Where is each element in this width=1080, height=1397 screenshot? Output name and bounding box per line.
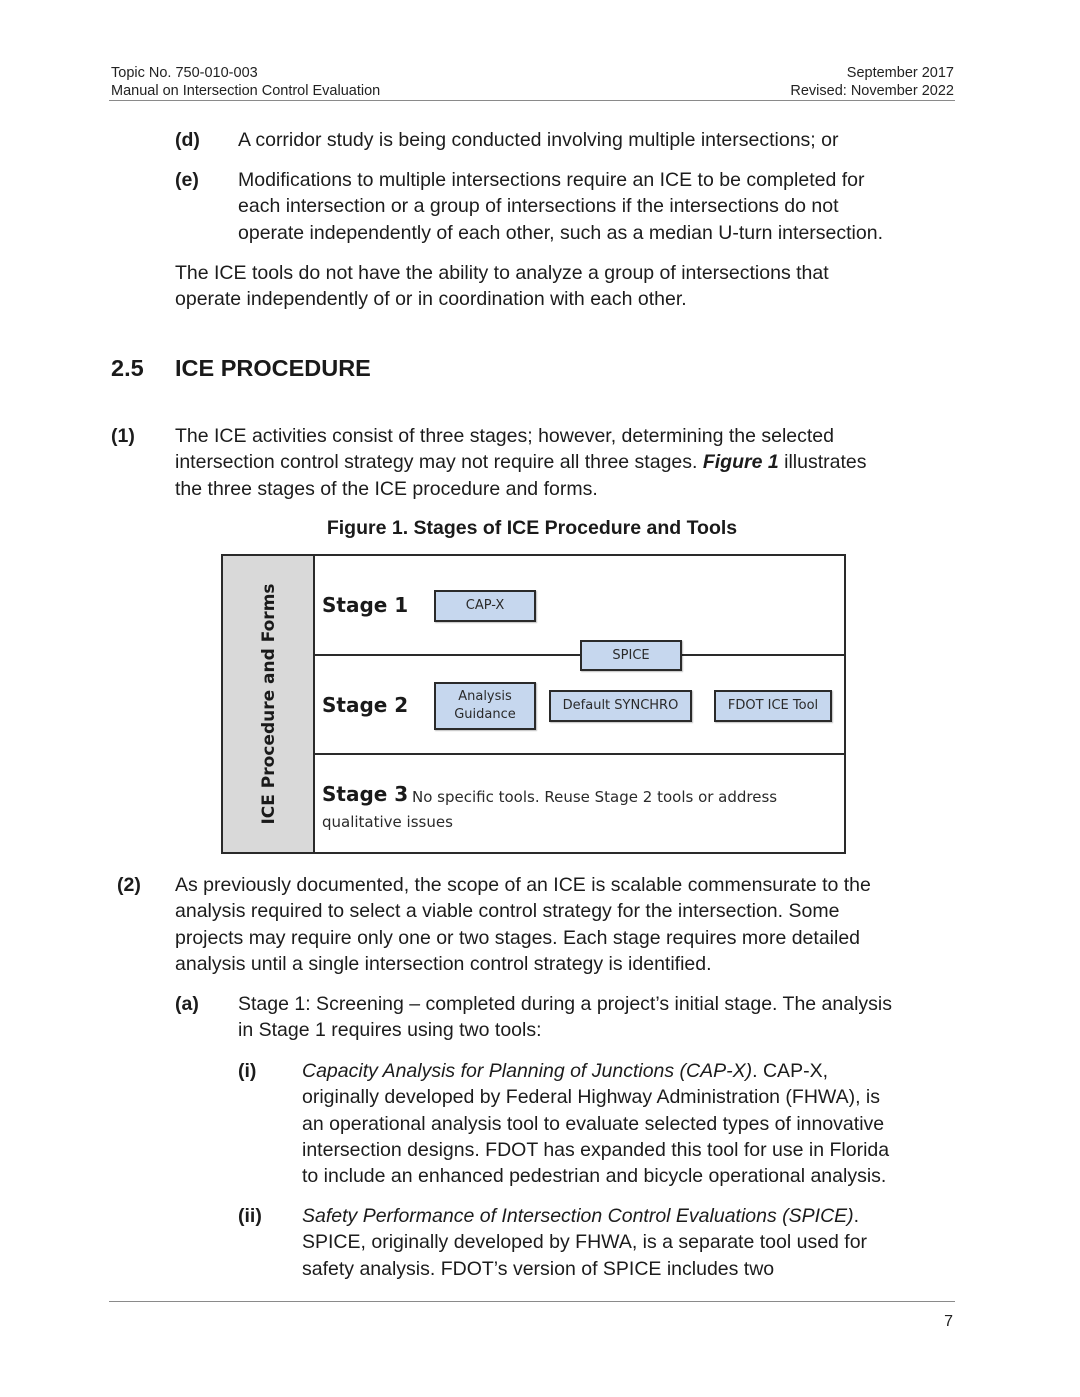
header-divider bbox=[109, 100, 955, 101]
list-label-i: (i) bbox=[238, 1060, 257, 1082]
text-line: operate independently of each other, such as a median U-turn intersection. bbox=[238, 221, 883, 244]
figure-side-panel bbox=[223, 556, 315, 852]
page-number: 7 bbox=[944, 1313, 953, 1330]
tool-name-italic: Safety Performance of Intersection Control Evaluations (SPICE) bbox=[302, 1205, 854, 1227]
text-line: projects may require only one or two stages. Each stage requires more detailed bbox=[175, 926, 861, 949]
text-span: intersection control strategy may not require all three stages. bbox=[175, 451, 703, 474]
text-line: SPICE, originally developed by FHWA, is a separate tool used for bbox=[302, 1231, 868, 1254]
text-line: Guidance bbox=[454, 707, 516, 722]
tool-name-italic: Capacity Analysis for Planning of Junctions (CAP-X) bbox=[302, 1060, 753, 1082]
figure-reference[interactable]: Figure 1 bbox=[702, 451, 779, 474]
figure-caption: Figure 1. Stages of ICE Procedure and Tools bbox=[326, 517, 738, 539]
text-line: The ICE tools do not have the ability to analyze a group of intersections that bbox=[175, 262, 829, 284]
para-label-2: (2) bbox=[117, 874, 141, 896]
issue-date: September 2017 bbox=[846, 65, 954, 81]
text-line: analysis until a single intersection control strategy is identified. bbox=[175, 952, 712, 975]
text-line: Modifications to multiple intersections require an ICE to be completed for bbox=[238, 169, 865, 191]
section-number: 2.5 bbox=[111, 355, 144, 381]
note-paragraph bbox=[175, 260, 829, 313]
tool-fdot-ice: FDOT ICE Tool bbox=[714, 690, 832, 722]
stage-divider bbox=[315, 753, 844, 755]
text-line: an operational analysis tool to evaluate selected types of innovative bbox=[302, 1112, 885, 1135]
text-line: Analysis bbox=[458, 689, 512, 704]
revised-date: Revised: November 2022 bbox=[790, 83, 954, 99]
stage-3-title: Stage 3 bbox=[322, 782, 409, 806]
header-left bbox=[111, 64, 380, 100]
header-right bbox=[790, 64, 954, 100]
stage-3-description: No specific tools. Reuse Stage 2 tools or address bbox=[412, 788, 778, 806]
text-span: . CAP-X, bbox=[752, 1060, 828, 1082]
para-label-1: (1) bbox=[111, 425, 135, 447]
text-line: the three stages of the ICE procedure and forms. bbox=[175, 477, 598, 500]
list-label-d: (d) bbox=[175, 129, 200, 151]
list-label-ii: (ii) bbox=[238, 1205, 262, 1227]
text-line: to include an enhanced pedestrian and bicycle operational analysis. bbox=[302, 1165, 887, 1188]
list-item-a bbox=[238, 991, 892, 1044]
text-line bbox=[302, 1203, 867, 1229]
text-line bbox=[302, 1058, 889, 1084]
list-item-i bbox=[302, 1058, 889, 1189]
text-line: in Stage 1 requires using two tools: bbox=[238, 1019, 542, 1042]
tool-spice: SPICE bbox=[580, 640, 682, 671]
stage-1-title: Stage 1 bbox=[322, 593, 409, 617]
list-item-ii bbox=[302, 1203, 867, 1282]
list-label-a: (a) bbox=[175, 993, 199, 1015]
paragraph-2 bbox=[175, 872, 871, 977]
text-line: The ICE activities consist of three stages; however, determining the selected bbox=[175, 425, 835, 447]
text-line: each intersection or a group of intersections if the intersections do not bbox=[238, 195, 839, 218]
text-line: analysis required to select a viable control strategy for the intersection. Some bbox=[175, 900, 840, 923]
footer-divider bbox=[109, 1301, 955, 1302]
topic-number: Topic No. 750-010-003 bbox=[111, 65, 258, 81]
tool-analysis-guidance bbox=[434, 682, 536, 730]
manual-title: Manual on Intersection Control Evaluation bbox=[111, 83, 381, 99]
ice-stages-figure bbox=[221, 554, 846, 854]
text-span: . bbox=[853, 1205, 860, 1227]
stage-3-description-cont: qualitative issues bbox=[322, 813, 453, 831]
stage-2-title: Stage 2 bbox=[322, 693, 409, 717]
text-line: intersection designs. FDOT has expanded this tool for use in Florida bbox=[302, 1138, 890, 1161]
figure-side-label: ICE Procedure and Forms bbox=[259, 583, 279, 825]
tool-cap-x: CAP-X bbox=[434, 590, 536, 622]
text-line: Stage 1: Screening – completed during a project’s initial stage. The analysis bbox=[238, 993, 893, 1015]
text-line: operate independently of or in coordination with each other. bbox=[175, 288, 687, 311]
list-label-e: (e) bbox=[175, 169, 199, 191]
tool-default-synchro: Default SYNCHRO bbox=[549, 690, 692, 722]
section-title: ICE PROCEDURE bbox=[175, 355, 371, 381]
text-line: safety analysis. FDOT’s version of SPICE includes two bbox=[302, 1257, 775, 1280]
list-item-d: A corridor study is being conducted involving multiple intersections; or bbox=[238, 129, 839, 151]
text-span: illustrates bbox=[778, 451, 867, 474]
paragraph-1 bbox=[175, 423, 866, 502]
list-item-e bbox=[238, 167, 883, 246]
text-line: As previously documented, the scope of an ICE is scalable commensurate to the bbox=[175, 874, 871, 896]
text-line bbox=[175, 449, 866, 475]
text-line: originally developed by Federal Highway Administration (FHWA), is bbox=[302, 1086, 881, 1109]
